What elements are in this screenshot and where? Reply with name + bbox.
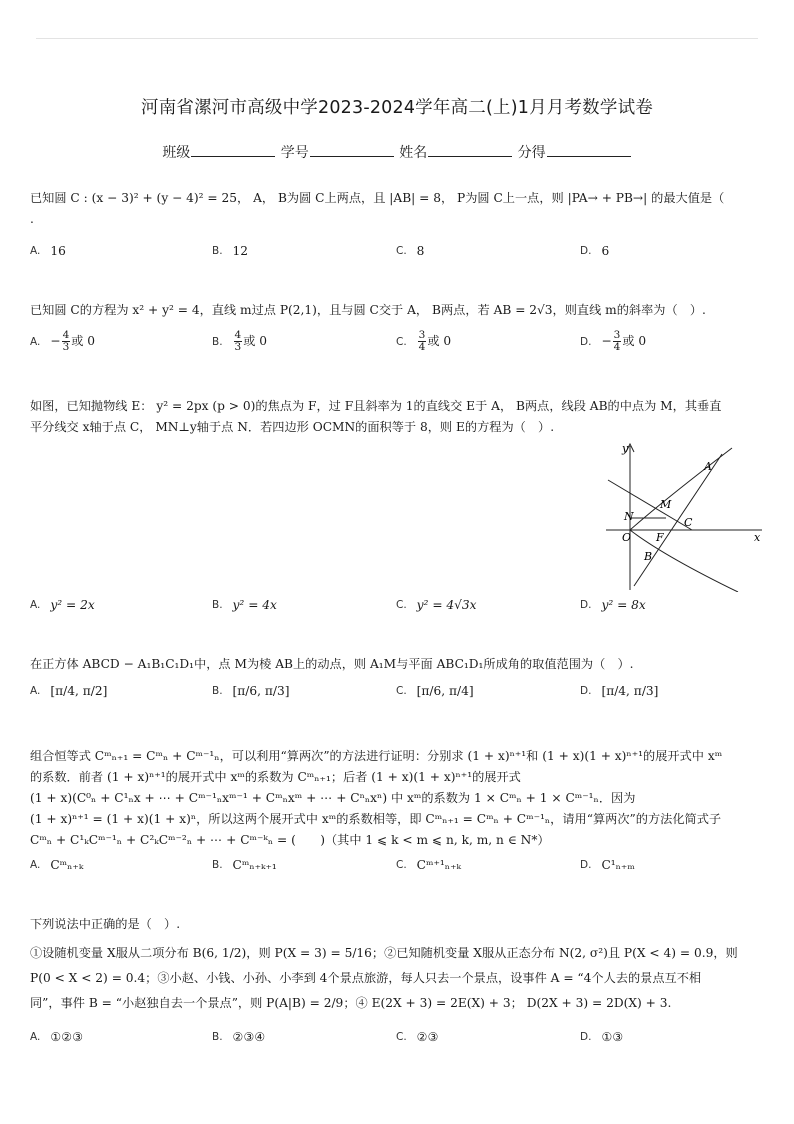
question-4: [30, 654, 754, 675]
q5-option-d[interactable]: D. C¹ₙ₊ₘ: [580, 858, 635, 872]
q1-option-b[interactable]: B. 12: [212, 244, 249, 258]
question-2: [30, 300, 754, 321]
label-a: A: [704, 460, 712, 473]
question-6: [30, 914, 754, 1014]
label-b: B: [644, 550, 653, 563]
q2-options: [30, 330, 754, 354]
q6-line-2: ①设随机变量 X服从二项分布 B(6, 1/2)，则 P(X = 3) = 5/16；②已知随机变量 X服从正态分布 N(2, σ²)且 P(X < 4) = 0.9，则: [30, 946, 738, 960]
q6-line-3: P(0 < X < 2) = 0.4；③小赵、小钱、小孙、小李到 4个景点旅游，每人只去一个景点，设事件 A = “4个人去的景点互不相: [30, 971, 702, 985]
q6-options: [30, 1030, 754, 1054]
q2-option-d[interactable]: D. − $\frac{3}{4}$ 或 0: [580, 329, 647, 353]
q6-option-d[interactable]: D. ①③: [580, 1030, 624, 1044]
q4-option-a[interactable]: A. [π/4, π/2]: [30, 684, 108, 698]
q4-option-b[interactable]: B. [π/6, π/3]: [212, 684, 290, 698]
q2-line-1: 已知圆 C的方程为 x² + y² = 4，直线 m过点 P(2,1)，且与圆 C交于 A， B两点，若 AB = 2√3，则直线 m的斜率为（ ）.: [30, 303, 706, 317]
q2-option-a[interactable]: A. − $\frac{4}{3}$ 或 0: [30, 329, 96, 353]
q2-b-fraction: $\frac{4}{3}$: [234, 329, 242, 353]
q6-line-1: 下列说法中正确的是（ ）.: [30, 917, 181, 931]
question-5: [30, 746, 754, 851]
top-rule: [36, 38, 758, 39]
q6-option-c[interactable]: C. ②③: [396, 1030, 439, 1044]
student-info-line: [0, 142, 794, 162]
q4-options: [30, 684, 754, 708]
label-c: C: [684, 516, 693, 529]
q5-options: [30, 858, 754, 882]
q4-option-d[interactable]: D. [π/4, π/3]: [580, 684, 659, 698]
q2-option-b[interactable]: B. $\frac{4}{3}$ 或 0: [212, 329, 268, 353]
q3-line-1: 如图，已知抛物线 E： y² = 2px (p > 0)的焦点为 F，过 F且斜率为 1的直线交 E于 A， B两点，线段 AB的中点为 M，其垂直: [30, 399, 722, 413]
label-y: y: [622, 442, 629, 455]
label-n: N: [624, 510, 634, 523]
q5-line-4: (1 + x)ⁿ⁺¹ = (1 + x)(1 + x)ⁿ，所以这两个展开式中 xᵐ的系数相等，即 Cᵐₙ₊₁ = Cᵐₙ + Cᵐ⁻¹ₙ，请用“算两次”的方法化简式子: [30, 812, 722, 826]
q5-option-c[interactable]: C. Cᵐ⁺¹ₙ₊ₖ: [396, 858, 461, 872]
q1-option-a[interactable]: A. 16: [30, 244, 66, 258]
number-blank: [310, 146, 394, 157]
q6-option-a[interactable]: A. ①②③: [30, 1030, 84, 1044]
score-blank: [547, 146, 631, 157]
q2-c-fraction: $\frac{3}{4}$: [418, 329, 426, 353]
q2-a-fraction: $\frac{4}{3}$: [62, 329, 70, 353]
q2-d-fraction: $\frac{3}{4}$: [613, 329, 621, 353]
question-3: [30, 396, 754, 438]
label-f: F: [656, 531, 664, 544]
class-label: 班级: [162, 145, 191, 161]
q5-line-1: 组合恒等式 Cᵐₙ₊₁ = Cᵐₙ + Cᵐ⁻¹ₙ，可以利用“算两次”的方法进行证明：分别求 (1 + x)ⁿ⁺¹和 (1 + x)(1 + x)ⁿ⁺¹的展开式中 xᵐ: [30, 749, 723, 763]
q1-options: [30, 244, 754, 268]
q5-line-2: 的系数．前者 (1 + x)ⁿ⁺¹的展开式中 xᵐ的系数为 Cᵐₙ₊₁；后者 (1 + x)(1 + x)ⁿ⁺¹的展开式: [30, 770, 521, 784]
q3-option-d[interactable]: D. y² = 8x: [580, 598, 646, 612]
q3-option-b[interactable]: B. y² = 4x: [212, 598, 277, 612]
q3-option-c[interactable]: C. y² = 4√3x: [396, 598, 477, 612]
name-blank: [428, 146, 512, 157]
q4-option-c[interactable]: C. [π/6, π/4]: [396, 684, 474, 698]
q1-line-1: 已知圆 C : (x − 3)² + (y − 4)² = 25， A， B为圆 C上两点，且 |AB| = 8， P为圆 C上一点，则 |PA→ + PB→| 的最大值是（: [30, 191, 725, 205]
focal-line: [634, 454, 722, 586]
q5-option-a[interactable]: A. Cᵐₙ₊ₖ: [30, 858, 84, 872]
perpendicular-bisector: [608, 480, 692, 530]
q1-option-d[interactable]: D. 6: [580, 244, 610, 258]
q5-option-b[interactable]: B. Cᵐₙ₊ₖ₊₁: [212, 858, 277, 872]
q5-line-5: Cᵐₙ + C¹ₖCᵐ⁻¹ₙ + C²ₖCᵐ⁻²ₙ + ⋯ + Cᵐ⁻ᵏₙ = ( )（其中 1 ⩽ k < m ⩽ n, k, m, n ∈ N*）: [30, 833, 550, 847]
name-label: 姓名: [399, 145, 428, 161]
q1-line-2: .: [30, 212, 34, 226]
q6-line-4: 同”，事件 B = “小赵独自去一个景点”，则 P(A|B) = 2/9；④ E(2X + 3) = 2E(X) + 3； D(2X + 3) = 2D(X) + 3.: [30, 996, 672, 1010]
q3-line-2: 平分线交 x轴于点 C， MN⊥y轴于点 N．若四边形 OCMN的面积等于 8，则 E的方程为（ ）.: [30, 420, 555, 434]
score-label: 分得: [517, 145, 546, 161]
q3-option-a[interactable]: A. y² = 2x: [30, 598, 95, 612]
q1-option-c[interactable]: C. 8: [396, 244, 425, 258]
label-o: O: [622, 531, 632, 544]
q5-line-3: (1 + x)(C⁰ₙ + C¹ₙx + ⋯ + Cᵐ⁻¹ₙxᵐ⁻¹ + Cᵐₙxᵐ + ⋯ + Cⁿₙxⁿ) 中 xᵐ的系数为 1 × Cᵐₙ + 1 × Cᵐ⁻¹ₙ．因为: [30, 791, 636, 805]
number-label: 学号: [280, 145, 309, 161]
q6-option-b[interactable]: B. ②③④: [212, 1030, 266, 1044]
parabola-figure: [604, 440, 764, 592]
q3-options: [30, 598, 754, 622]
question-1: [30, 188, 754, 230]
label-m: M: [660, 498, 672, 511]
q2-option-c[interactable]: C. $\frac{3}{4}$ 或 0: [396, 329, 452, 353]
q4-line-1: 在正方体 ABCD − A₁B₁C₁D₁中，点 M为棱 AB上的动点，则 A₁M与平面 ABC₁D₁所成角的取值范围为（ ）.: [30, 657, 634, 671]
class-blank: [191, 146, 275, 157]
label-x: x: [754, 531, 761, 544]
page-title: 河南省漯河市高级中学2023-2024学年高二(上)1月月考数学试卷: [141, 98, 653, 118]
